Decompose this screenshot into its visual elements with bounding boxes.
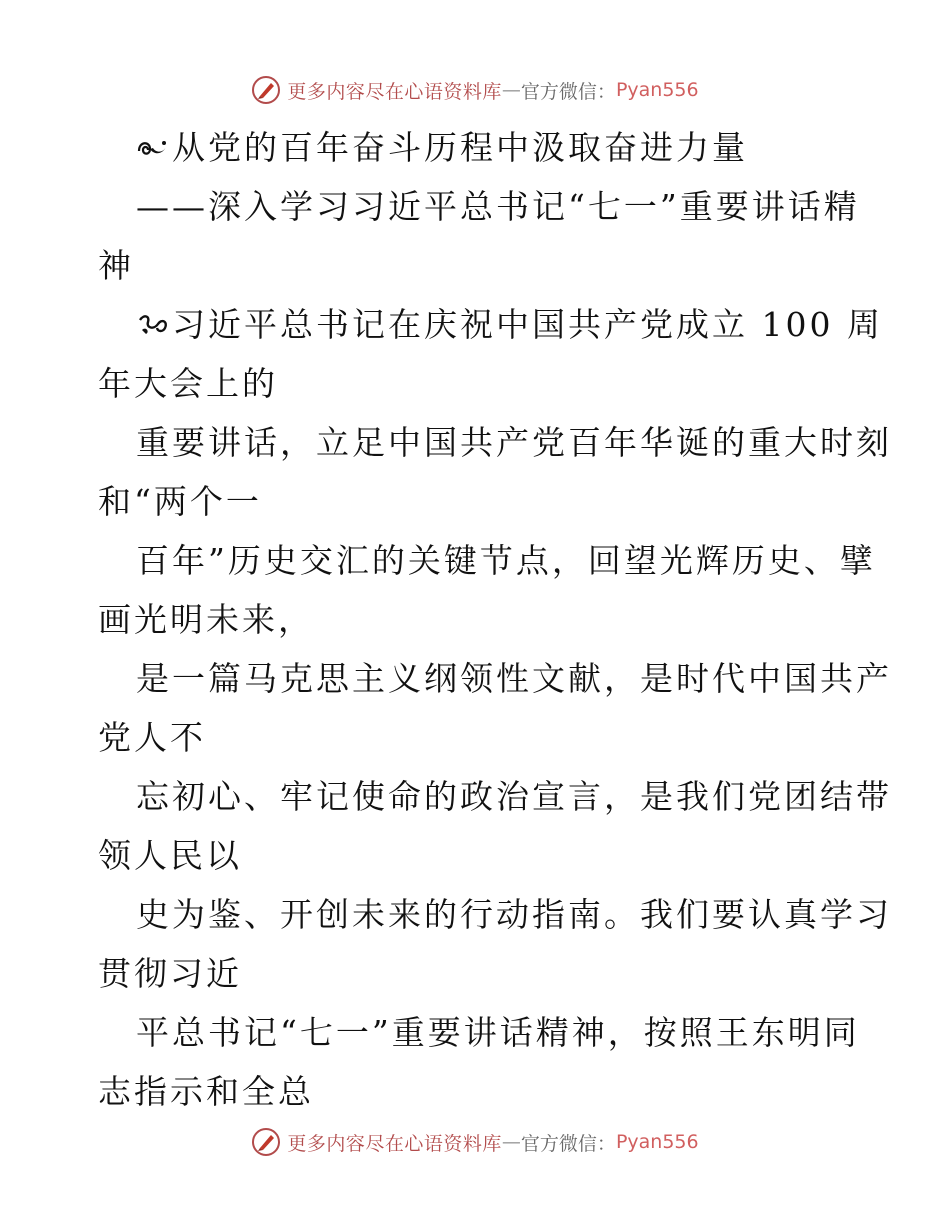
flourish-bullet-icon	[136, 133, 170, 163]
paragraph-line: 百年”历史交汇的关键节点，回望光辉历史、擘	[136, 541, 876, 580]
pen-nib-logo-icon	[251, 1127, 281, 1157]
paragraph-line: 年大会上的	[98, 364, 278, 403]
watermark-separator: —	[501, 1131, 521, 1153]
paragraph-line: 贯彻习近	[98, 954, 242, 993]
watermark-brand: 更多内容尽在心语资料库	[287, 80, 502, 103]
footer-watermark	[0, 1122, 950, 1162]
paragraph-line: 史为鉴、开创未来的行动指南。我们要认真学习	[136, 895, 892, 934]
paragraph-line: 是一篇马克思主义纲领性文献，是时代中国共产	[136, 659, 892, 698]
paragraph-line: 志指示和全总	[98, 1072, 314, 1111]
doc-title	[136, 126, 896, 170]
paragraph-line: 领人民以	[98, 836, 242, 875]
watermark-channel: 官方微信：	[520, 1132, 616, 1155]
header-watermark	[0, 70, 950, 110]
paragraph-line: 画光明未来，	[98, 600, 314, 639]
paragraph-line: 和“两个一	[98, 482, 262, 521]
doc-subtitle-line: 神	[98, 246, 134, 285]
paragraph-line: 平总书记“七一”重要讲话精神，按照王东明同	[136, 1013, 860, 1052]
pen-nib-logo-icon	[251, 75, 281, 105]
paragraph-line	[136, 303, 896, 347]
watermark-id: Pyan556	[615, 79, 699, 101]
watermark-id: Pyan556	[615, 1131, 699, 1153]
paragraph-line: 忘初心、牢记使命的政治宣言，是我们党团结带	[136, 777, 892, 816]
watermark-channel: 官方微信：	[520, 80, 616, 103]
paragraph-line: 党人不	[98, 718, 206, 757]
doc-title-text: 从党的百年奋斗历程中汲取奋进力量	[172, 128, 748, 167]
doc-subtitle-line: ——深入学习习近平总书记“七一”重要讲话精	[136, 187, 860, 226]
watermark-separator: —	[501, 79, 521, 101]
ornament-bullet-icon	[136, 310, 170, 340]
watermark-brand: 更多内容尽在心语资料库	[287, 1132, 502, 1155]
paragraph-line-text: 习近平总书记在庆祝中国共产党成立 100 周	[172, 305, 883, 344]
paragraph-line: 重要讲话，立足中国共产党百年华诞的重大时刻	[136, 423, 892, 462]
